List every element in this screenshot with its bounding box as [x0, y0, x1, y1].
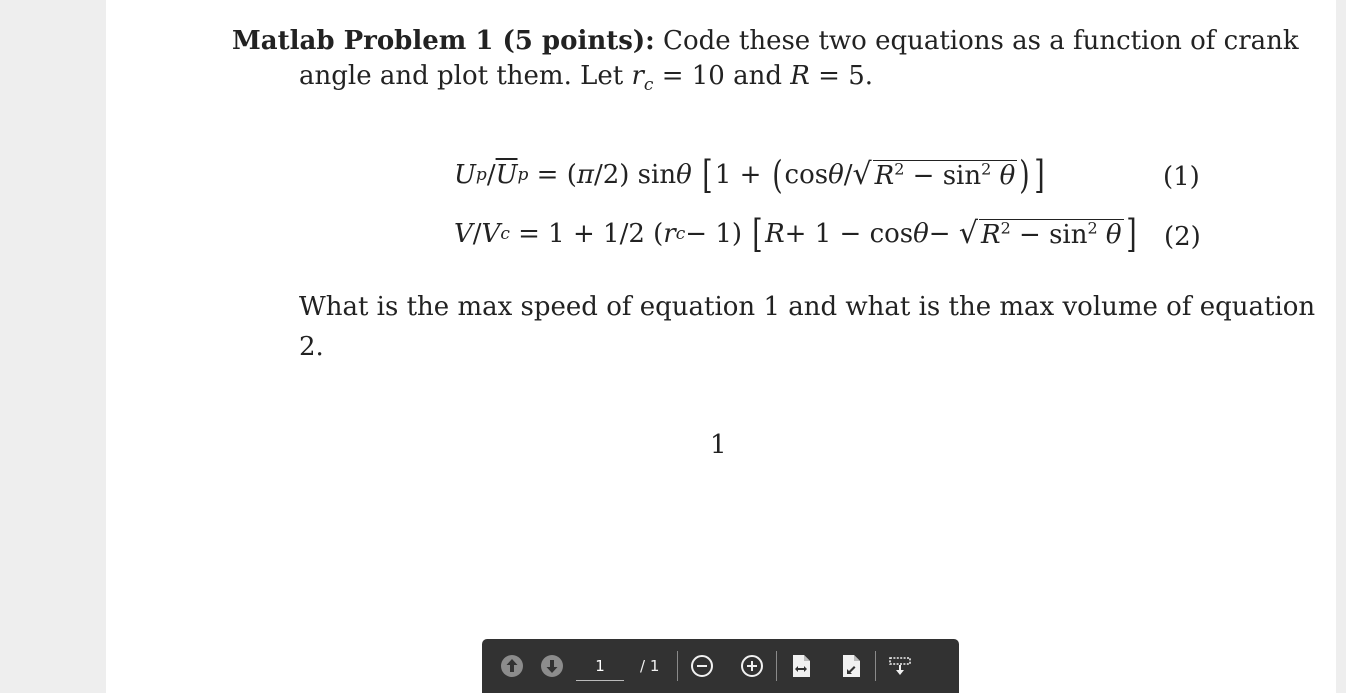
- fit-page-button[interactable]: [837, 652, 865, 680]
- equation-2: V / V c = 1 + 1/2 ( r c − 1) [ R + 1 − cos θ − √ $R^2 - \sin^2 \theta$ ]: [454, 212, 1137, 256]
- pdf-toolbar: [482, 639, 959, 693]
- problem-heading: Matlab Problem 1 (5 points):: [232, 26, 655, 56]
- problem-intro-line-2: angle and plot them. Let: [299, 61, 632, 91]
- zoom-out-icon: [690, 654, 714, 678]
- problem-intro-line-1: Code these two equations as a function of crank: [663, 26, 1299, 56]
- fit-width-icon: [790, 654, 812, 678]
- arrow-up-circle-icon: [500, 654, 524, 678]
- arrow-down-circle-icon: [540, 654, 564, 678]
- rc-value: 10: [691, 61, 725, 91]
- zoom-in-icon: [740, 654, 764, 678]
- equation-1: U p / $\overline{U}$ p = ( π /2) sin θ [ 1 + ( cos θ / √ $R^2 - \sin^2 \theta$ ) ]: [454, 153, 1045, 197]
- equation-1-label: (1): [1163, 162, 1200, 192]
- R-value: 5.: [848, 61, 873, 91]
- pdf-page: [106, 0, 1336, 693]
- page-number-input[interactable]: [576, 652, 624, 681]
- page-footer-number: 1: [710, 430, 727, 460]
- toolbar-divider: [875, 651, 876, 681]
- fit-width-button[interactable]: [787, 652, 815, 680]
- zoom-in-button[interactable]: [738, 652, 766, 680]
- toolbar-divider: [677, 651, 678, 681]
- equation-2-label: (2): [1164, 222, 1201, 252]
- question-line-2: 2.: [299, 332, 324, 362]
- fit-page-icon: [840, 654, 862, 678]
- next-page-button[interactable]: [538, 652, 566, 680]
- previous-page-button[interactable]: [498, 652, 526, 680]
- zoom-out-button[interactable]: [688, 652, 716, 680]
- problem-line-2: angle and plot them. Let $r_c = 10$ and R = 5.: [299, 61, 873, 96]
- download-icon: [888, 654, 912, 678]
- problem-line-1: [232, 26, 1299, 56]
- toolbar-divider: [776, 651, 777, 681]
- page-total: / 1: [640, 657, 660, 675]
- question-line-1: What is the max speed of equation 1 and what is the max volume of equation: [299, 292, 1316, 322]
- download-button[interactable]: [886, 652, 914, 680]
